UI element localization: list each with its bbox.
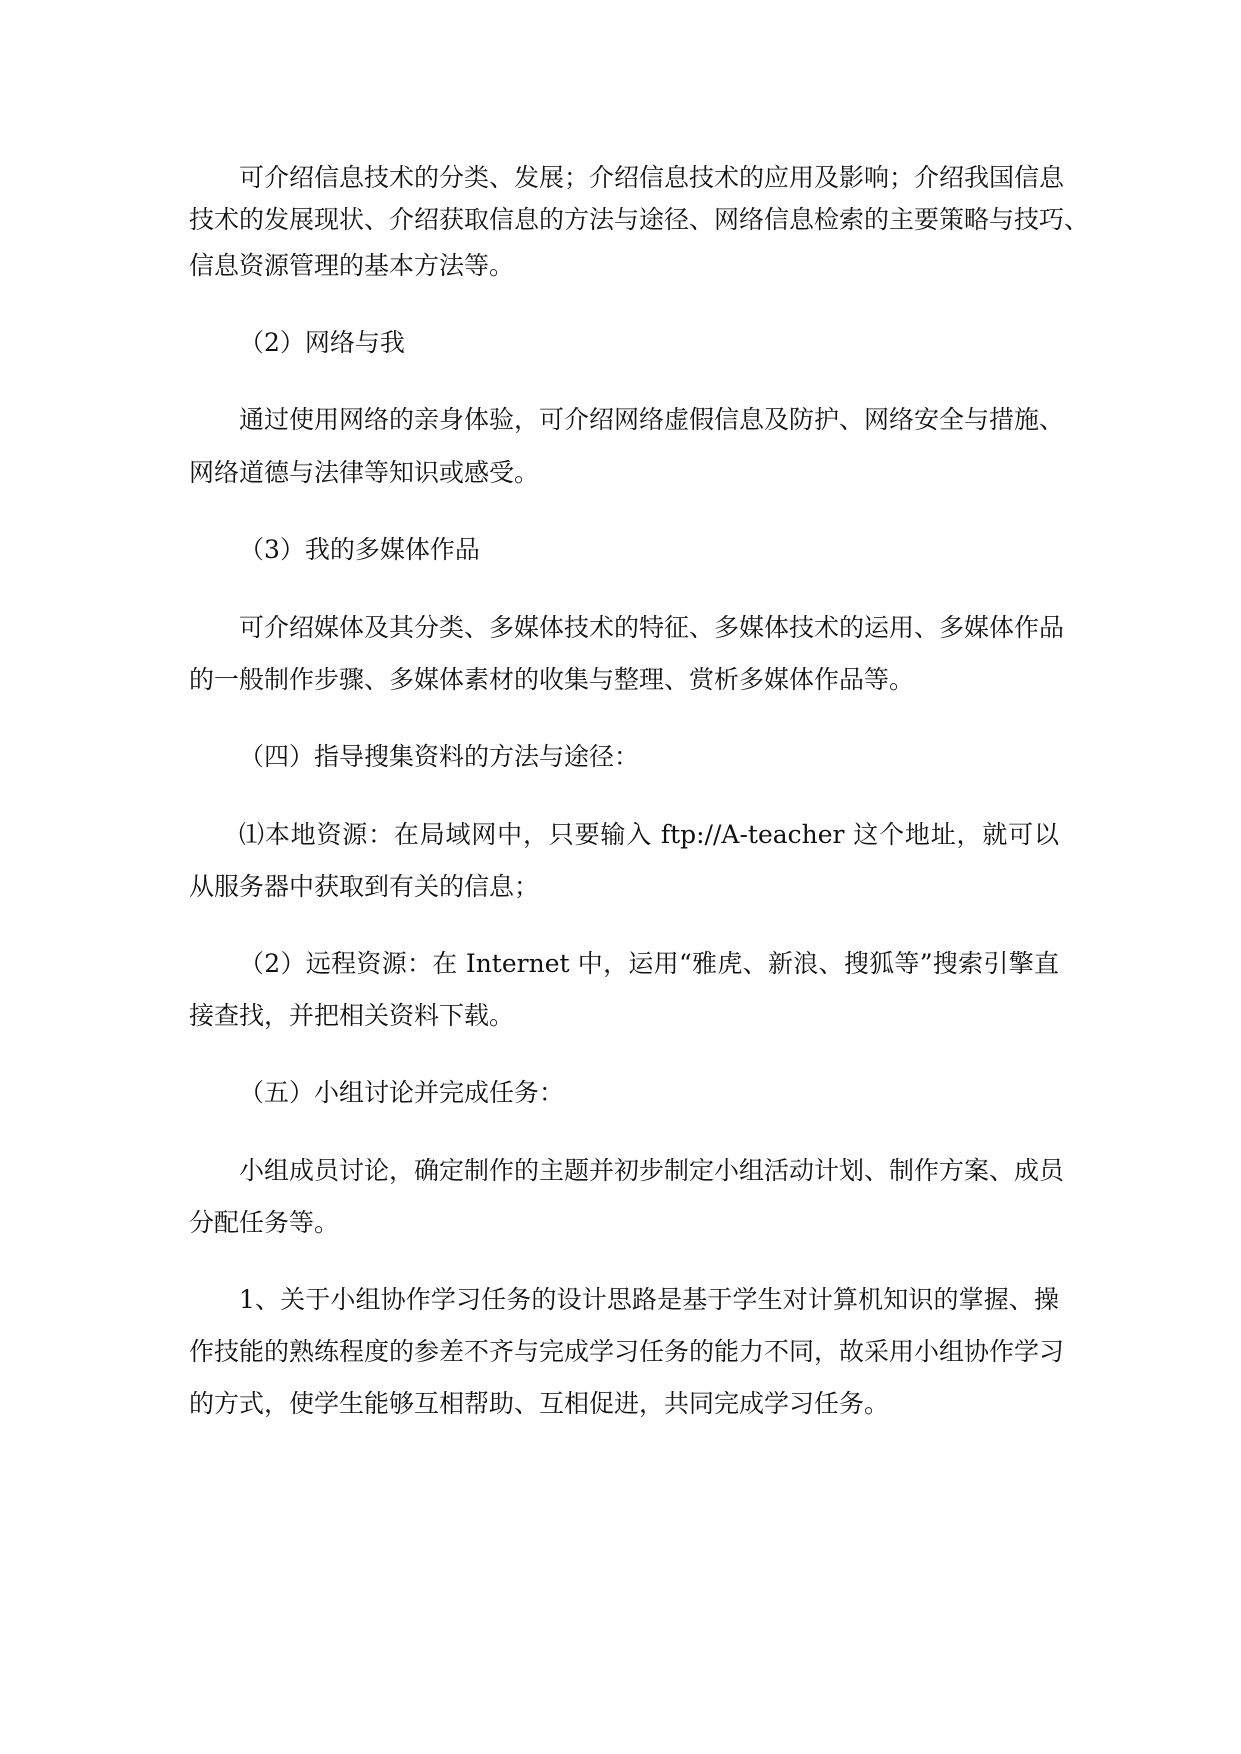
paragraph-line: ⑴本地资源：在局域网中，只要输入 ftp://A-teacher 这个地址，就可以 [239,820,1059,849]
paragraph-line: 1、关于小组协作学习任务的设计思路是基于学生对计算机知识的掌握、操 [239,1285,1059,1314]
paragraph-line: 小组成员讨论，确定制作的主题并初步制定小组活动计划、制作方案、成员 [239,1156,1065,1185]
paragraph-line: 通过使用网络的亲身体验，可介绍网络虚假信息及防护、网络安全与措施、 [239,405,1065,434]
paragraph-line: 的方式，使学生能够互相帮助、互相促进，共同完成学习任务。 [189,1389,890,1418]
paragraph-line: 接查找，并把相关资料下载。 [189,1001,515,1030]
paragraph-line: 从服务器中获取到有关的信息； [189,872,540,901]
paragraph-line: 作技能的熟练程度的参差不齐与完成学习任务的能力不同，故采用小组协作学习 [189,1337,1065,1366]
paragraph-line: 分配任务等。 [189,1208,340,1237]
paragraph-line: 的一般制作步骤、多媒体素材的收集与整理、赏析多媒体作品等。 [189,665,915,694]
paragraph-line: 网络道德与法律等知识或感受。 [189,458,540,487]
section-heading: （四）指导搜集资料的方法与途径： [239,742,640,771]
section-heading: （五）小组讨论并完成任务： [239,1078,565,1107]
paragraph-line: 可介绍信息技术的分类、发展；介绍信息技术的应用及影响；介绍我国信息 [239,163,1065,192]
section-heading: （2）网络与我 [239,328,405,357]
paragraph-line: 信息资源管理的基本方法等。 [189,251,515,280]
paragraph-line: 技术的发展现状、介绍获取信息的方法与途径、网络信息检索的主要策略与技巧、 [189,205,1090,234]
section-heading: （3）我的多媒体作品 [239,535,480,564]
paragraph-line: （2）远程资源：在 Internet 中，运用“雅虎、新浪、搜狐等”搜索引擎直 [239,949,1059,978]
paragraph-line: 可介绍媒体及其分类、多媒体技术的特征、多媒体技术的运用、多媒体作品 [239,613,1065,642]
